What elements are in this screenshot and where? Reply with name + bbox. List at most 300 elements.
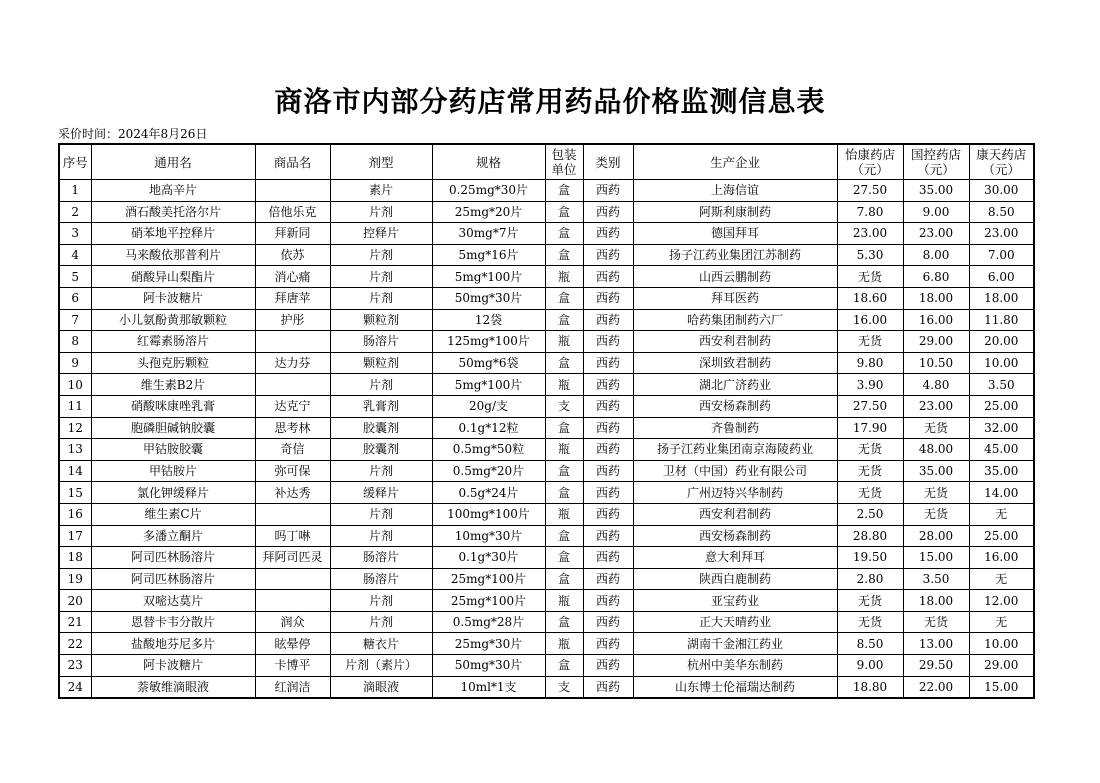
cell-category: 西药 [583, 374, 633, 396]
header-dosage-form: 剂型 [330, 144, 432, 180]
table-row [59, 676, 1034, 698]
cell-kangtian-price: 30.00 [969, 180, 1034, 202]
cell-yikang-price: 5.30 [837, 244, 903, 266]
cell-index: 17 [59, 525, 91, 547]
cell-kangtian-price: 16.00 [969, 547, 1034, 569]
cell-guokong-price: 无货 [903, 611, 969, 633]
cell-category: 西药 [583, 331, 633, 353]
header-spec: 规格 [432, 144, 545, 180]
cell-package-unit: 盒 [545, 525, 583, 547]
cell-package-unit: 盒 [545, 180, 583, 202]
cell-package-unit: 支 [545, 676, 583, 698]
cell-brand-name: 拜唐苹 [255, 287, 330, 309]
cell-spec: 0.5g*24片 [432, 482, 545, 504]
table-row [59, 482, 1034, 504]
cell-generic-name: 恩替卡韦分散片 [91, 611, 255, 633]
cell-index: 20 [59, 590, 91, 612]
cell-generic-name: 阿卡波糖片 [91, 287, 255, 309]
price-table [58, 143, 1035, 699]
cell-generic-name: 阿卡波糖片 [91, 655, 255, 677]
cell-guokong-price: 3.50 [903, 568, 969, 590]
cell-category: 西药 [583, 439, 633, 461]
cell-generic-name: 甲钴胺胶囊 [91, 439, 255, 461]
table-row [59, 331, 1034, 353]
cell-spec: 25mg*100片 [432, 568, 545, 590]
cell-kangtian-price: 25.00 [969, 525, 1034, 547]
survey-date: 采价时间：2024年8月26日 [58, 127, 208, 141]
cell-guokong-price: 22.00 [903, 676, 969, 698]
cell-manufacturer: 卫材（中国）药业有限公司 [633, 460, 837, 482]
cell-guokong-price: 18.00 [903, 590, 969, 612]
cell-brand-name: 拜阿司匹灵 [255, 547, 330, 569]
cell-category: 西药 [583, 287, 633, 309]
cell-manufacturer: 哈药集团制药六厂 [633, 309, 837, 331]
cell-yikang-price: 27.50 [837, 395, 903, 417]
table-row [59, 223, 1034, 245]
header-yikang-price: 怡康药店 （元） [837, 144, 903, 180]
table-row [59, 417, 1034, 439]
cell-index: 1 [59, 180, 91, 202]
cell-kangtian-price: 10.00 [969, 633, 1034, 655]
table-row [59, 266, 1034, 288]
cell-brand-name: 依苏 [255, 244, 330, 266]
cell-yikang-price: 9.00 [837, 655, 903, 677]
cell-generic-name: 维生素C片 [91, 503, 255, 525]
cell-spec: 0.5mg*28片 [432, 611, 545, 633]
cell-yikang-price: 无货 [837, 460, 903, 482]
table-row [59, 201, 1034, 223]
header-guokong-price: 国控药店 （元） [903, 144, 969, 180]
cell-brand-name: 补达秀 [255, 482, 330, 504]
cell-manufacturer: 西安杨森制药 [633, 525, 837, 547]
cell-generic-name: 盐酸地芬尼多片 [91, 633, 255, 655]
cell-guokong-price: 10.50 [903, 352, 969, 374]
cell-index: 15 [59, 482, 91, 504]
cell-spec: 10ml*1支 [432, 676, 545, 698]
cell-brand-name [255, 374, 330, 396]
cell-index: 19 [59, 568, 91, 590]
table-row [59, 568, 1034, 590]
cell-kangtian-price: 15.00 [969, 676, 1034, 698]
cell-guokong-price: 无货 [903, 503, 969, 525]
cell-spec: 50mg*6袋 [432, 352, 545, 374]
cell-brand-name: 眩晕停 [255, 633, 330, 655]
header-generic-name: 通用名 [91, 144, 255, 180]
cell-manufacturer: 上海信谊 [633, 180, 837, 202]
cell-brand-name: 吗丁啉 [255, 525, 330, 547]
table-row [59, 395, 1034, 417]
cell-package-unit: 瓶 [545, 331, 583, 353]
cell-guokong-price: 35.00 [903, 460, 969, 482]
cell-generic-name: 氯化钾缓释片 [91, 482, 255, 504]
cell-yikang-price: 19.50 [837, 547, 903, 569]
cell-category: 西药 [583, 633, 633, 655]
cell-generic-name: 地高辛片 [91, 180, 255, 202]
table-row [59, 633, 1034, 655]
cell-yikang-price: 16.00 [837, 309, 903, 331]
cell-package-unit: 盒 [545, 287, 583, 309]
cell-kangtian-price: 32.00 [969, 417, 1034, 439]
cell-index: 22 [59, 633, 91, 655]
cell-spec: 0.1g*30片 [432, 547, 545, 569]
cell-guokong-price: 48.00 [903, 439, 969, 461]
cell-yikang-price: 2.80 [837, 568, 903, 590]
cell-kangtian-price: 无 [969, 568, 1034, 590]
cell-yikang-price: 2.50 [837, 503, 903, 525]
cell-kangtian-price: 29.00 [969, 655, 1034, 677]
cell-category: 西药 [583, 309, 633, 331]
cell-manufacturer: 杭州中美华东制药 [633, 655, 837, 677]
cell-generic-name: 头孢克肟颗粒 [91, 352, 255, 374]
cell-dosage-form: 颗粒剂 [330, 352, 432, 374]
cell-brand-name: 护彤 [255, 309, 330, 331]
cell-package-unit: 盒 [545, 547, 583, 569]
cell-spec: 0.5mg*50粒 [432, 439, 545, 461]
cell-generic-name: 红霉素肠溶片 [91, 331, 255, 353]
cell-spec: 25mg*100片 [432, 590, 545, 612]
cell-dosage-form: 肠溶片 [330, 568, 432, 590]
cell-index: 11 [59, 395, 91, 417]
cell-dosage-form: 胶囊剂 [330, 417, 432, 439]
cell-generic-name: 萘敏维滴眼液 [91, 676, 255, 698]
cell-kangtian-price: 12.00 [969, 590, 1034, 612]
table-row [59, 525, 1034, 547]
cell-manufacturer: 意大利拜耳 [633, 547, 837, 569]
cell-category: 西药 [583, 266, 633, 288]
cell-brand-name: 达力芬 [255, 352, 330, 374]
cell-index: 9 [59, 352, 91, 374]
cell-guokong-price: 29.50 [903, 655, 969, 677]
cell-category: 西药 [583, 503, 633, 525]
table-row [59, 655, 1034, 677]
cell-brand-name [255, 590, 330, 612]
cell-spec: 50mg*30片 [432, 655, 545, 677]
cell-yikang-price: 27.50 [837, 180, 903, 202]
cell-dosage-form: 片剂 [330, 460, 432, 482]
cell-yikang-price: 9.80 [837, 352, 903, 374]
cell-dosage-form: 片剂 [330, 503, 432, 525]
cell-yikang-price: 8.50 [837, 633, 903, 655]
cell-yikang-price: 无货 [837, 331, 903, 353]
cell-kangtian-price: 14.00 [969, 482, 1034, 504]
cell-manufacturer: 扬子江药业集团南京海陵药业 [633, 439, 837, 461]
cell-guokong-price: 23.00 [903, 223, 969, 245]
cell-kangtian-price: 45.00 [969, 439, 1034, 461]
cell-yikang-price: 18.80 [837, 676, 903, 698]
cell-package-unit: 盒 [545, 223, 583, 245]
cell-kangtian-price: 7.00 [969, 244, 1034, 266]
cell-category: 西药 [583, 655, 633, 677]
cell-package-unit: 盒 [545, 460, 583, 482]
cell-dosage-form: 滴眼液 [330, 676, 432, 698]
table-row [59, 180, 1034, 202]
cell-category: 西药 [583, 568, 633, 590]
cell-package-unit: 支 [545, 395, 583, 417]
cell-category: 西药 [583, 395, 633, 417]
cell-spec: 0.5mg*20片 [432, 460, 545, 482]
cell-spec: 5mg*100片 [432, 266, 545, 288]
cell-index: 4 [59, 244, 91, 266]
cell-guokong-price: 28.00 [903, 525, 969, 547]
cell-yikang-price: 无货 [837, 482, 903, 504]
cell-yikang-price: 23.00 [837, 223, 903, 245]
cell-dosage-form: 片剂 [330, 201, 432, 223]
cell-manufacturer: 拜耳医药 [633, 287, 837, 309]
cell-package-unit: 盒 [545, 352, 583, 374]
cell-kangtian-price: 20.00 [969, 331, 1034, 353]
cell-package-unit: 瓶 [545, 633, 583, 655]
cell-yikang-price: 3.90 [837, 374, 903, 396]
header-category: 类别 [583, 144, 633, 180]
cell-index: 8 [59, 331, 91, 353]
cell-package-unit: 瓶 [545, 503, 583, 525]
cell-spec: 20g/支 [432, 395, 545, 417]
header-brand-name: 商品名 [255, 144, 330, 180]
cell-package-unit: 盒 [545, 655, 583, 677]
cell-kangtian-price: 25.00 [969, 395, 1034, 417]
cell-guokong-price: 16.00 [903, 309, 969, 331]
cell-spec: 10mg*30片 [432, 525, 545, 547]
cell-brand-name: 倍他乐克 [255, 201, 330, 223]
cell-guokong-price: 23.00 [903, 395, 969, 417]
cell-index: 24 [59, 676, 91, 698]
cell-index: 14 [59, 460, 91, 482]
cell-dosage-form: 缓释片 [330, 482, 432, 504]
cell-kangtian-price: 23.00 [969, 223, 1034, 245]
cell-guokong-price: 9.00 [903, 201, 969, 223]
cell-guokong-price: 4.80 [903, 374, 969, 396]
cell-package-unit: 盒 [545, 611, 583, 633]
cell-category: 西药 [583, 417, 633, 439]
cell-guokong-price: 15.00 [903, 547, 969, 569]
cell-category: 西药 [583, 590, 633, 612]
cell-manufacturer: 西安利君制药 [633, 331, 837, 353]
cell-package-unit: 瓶 [545, 590, 583, 612]
cell-yikang-price: 17.90 [837, 417, 903, 439]
table-body [59, 180, 1034, 699]
cell-guokong-price: 13.00 [903, 633, 969, 655]
cell-dosage-form: 乳膏剂 [330, 395, 432, 417]
header-index: 序号 [59, 144, 91, 180]
cell-generic-name: 阿司匹林肠溶片 [91, 547, 255, 569]
cell-brand-name: 拜新同 [255, 223, 330, 245]
cell-manufacturer: 陕西白鹿制药 [633, 568, 837, 590]
cell-index: 6 [59, 287, 91, 309]
cell-index: 16 [59, 503, 91, 525]
cell-brand-name: 弥可保 [255, 460, 330, 482]
cell-kangtian-price: 18.00 [969, 287, 1034, 309]
cell-yikang-price: 无货 [837, 611, 903, 633]
cell-spec: 125mg*100片 [432, 331, 545, 353]
cell-spec: 100mg*100片 [432, 503, 545, 525]
table-row [59, 547, 1034, 569]
table-row [59, 287, 1034, 309]
cell-category: 西药 [583, 223, 633, 245]
cell-category: 西药 [583, 180, 633, 202]
cell-spec: 5mg*100片 [432, 374, 545, 396]
table-row [59, 590, 1034, 612]
cell-generic-name: 维生素B2片 [91, 374, 255, 396]
cell-dosage-form: 颗粒剂 [330, 309, 432, 331]
page-title: 商洛市内部分药店常用药品价格监测信息表 [274, 85, 826, 118]
cell-dosage-form: 片剂（素片） [330, 655, 432, 677]
table-row [59, 352, 1034, 374]
cell-yikang-price: 7.80 [837, 201, 903, 223]
cell-yikang-price: 18.60 [837, 287, 903, 309]
cell-package-unit: 盒 [545, 568, 583, 590]
cell-category: 西药 [583, 676, 633, 698]
cell-package-unit: 瓶 [545, 439, 583, 461]
cell-manufacturer: 湖北广济药业 [633, 374, 837, 396]
cell-brand-name: 润众 [255, 611, 330, 633]
cell-package-unit: 瓶 [545, 266, 583, 288]
cell-guokong-price: 29.00 [903, 331, 969, 353]
cell-dosage-form: 片剂 [330, 590, 432, 612]
table-row [59, 611, 1034, 633]
cell-manufacturer: 西安杨森制药 [633, 395, 837, 417]
cell-kangtian-price: 35.00 [969, 460, 1034, 482]
cell-brand-name [255, 568, 330, 590]
cell-kangtian-price: 10.00 [969, 352, 1034, 374]
cell-dosage-form: 肠溶片 [330, 331, 432, 353]
cell-category: 西药 [583, 611, 633, 633]
cell-guokong-price: 18.00 [903, 287, 969, 309]
cell-generic-name: 双嘧达莫片 [91, 590, 255, 612]
cell-category: 西药 [583, 244, 633, 266]
cell-manufacturer: 深圳致君制药 [633, 352, 837, 374]
table-row [59, 374, 1034, 396]
cell-guokong-price: 8.00 [903, 244, 969, 266]
cell-manufacturer: 西安利君制药 [633, 503, 837, 525]
cell-index: 23 [59, 655, 91, 677]
cell-kangtian-price: 3.50 [969, 374, 1034, 396]
cell-package-unit: 盒 [545, 201, 583, 223]
cell-spec: 30mg*7片 [432, 223, 545, 245]
table-row [59, 503, 1034, 525]
cell-spec: 12袋 [432, 309, 545, 331]
cell-guokong-price: 35.00 [903, 180, 969, 202]
cell-dosage-form: 片剂 [330, 374, 432, 396]
cell-brand-name [255, 331, 330, 353]
cell-kangtian-price: 6.00 [969, 266, 1034, 288]
cell-brand-name: 红润洁 [255, 676, 330, 698]
cell-kangtian-price: 无 [969, 503, 1034, 525]
cell-package-unit: 盒 [545, 482, 583, 504]
table-row [59, 309, 1034, 331]
cell-manufacturer: 湖南千金湘江药业 [633, 633, 837, 655]
cell-spec: 25mg*20片 [432, 201, 545, 223]
cell-index: 18 [59, 547, 91, 569]
cell-generic-name: 马来酸依那普利片 [91, 244, 255, 266]
cell-yikang-price: 无货 [837, 590, 903, 612]
cell-index: 7 [59, 309, 91, 331]
table-row [59, 439, 1034, 461]
cell-yikang-price: 28.80 [837, 525, 903, 547]
cell-dosage-form: 片剂 [330, 244, 432, 266]
cell-guokong-price: 无货 [903, 482, 969, 504]
cell-generic-name: 小儿氨酚黄那敏颗粒 [91, 309, 255, 331]
cell-brand-name: 消心痛 [255, 266, 330, 288]
cell-dosage-form: 片剂 [330, 525, 432, 547]
cell-manufacturer: 德国拜耳 [633, 223, 837, 245]
cell-generic-name: 硝酸异山梨酯片 [91, 266, 255, 288]
cell-package-unit: 盒 [545, 417, 583, 439]
cell-spec: 0.1g*12粒 [432, 417, 545, 439]
cell-yikang-price: 无货 [837, 266, 903, 288]
cell-guokong-price: 6.80 [903, 266, 969, 288]
cell-manufacturer: 正大天晴药业 [633, 611, 837, 633]
cell-category: 西药 [583, 460, 633, 482]
cell-index: 10 [59, 374, 91, 396]
cell-dosage-form: 素片 [330, 180, 432, 202]
cell-manufacturer: 山西云鹏制药 [633, 266, 837, 288]
cell-index: 2 [59, 201, 91, 223]
cell-category: 西药 [583, 201, 633, 223]
cell-dosage-form: 片剂 [330, 266, 432, 288]
cell-manufacturer: 阿斯利康制药 [633, 201, 837, 223]
cell-dosage-form: 控释片 [330, 223, 432, 245]
cell-dosage-form: 胶囊剂 [330, 439, 432, 461]
table-header-row [59, 144, 1034, 180]
cell-generic-name: 硝苯地平控释片 [91, 223, 255, 245]
cell-generic-name: 阿司匹林肠溶片 [91, 568, 255, 590]
cell-dosage-form: 片剂 [330, 611, 432, 633]
table-row [59, 460, 1034, 482]
cell-index: 3 [59, 223, 91, 245]
table-row [59, 244, 1034, 266]
cell-manufacturer: 广州迈特兴华制药 [633, 482, 837, 504]
cell-package-unit: 盒 [545, 309, 583, 331]
cell-brand-name [255, 503, 330, 525]
cell-generic-name: 胞磷胆碱钠胶囊 [91, 417, 255, 439]
cell-dosage-form: 肠溶片 [330, 547, 432, 569]
cell-category: 西药 [583, 482, 633, 504]
cell-index: 21 [59, 611, 91, 633]
cell-kangtian-price: 无 [969, 611, 1034, 633]
cell-package-unit: 盒 [545, 244, 583, 266]
cell-manufacturer: 齐鲁制药 [633, 417, 837, 439]
cell-guokong-price: 无货 [903, 417, 969, 439]
cell-manufacturer: 亚宝药业 [633, 590, 837, 612]
cell-brand-name: 卡博平 [255, 655, 330, 677]
cell-index: 13 [59, 439, 91, 461]
cell-index: 12 [59, 417, 91, 439]
header-package-unit: 包装 单位 [545, 144, 583, 180]
cell-generic-name: 酒石酸美托洛尔片 [91, 201, 255, 223]
cell-brand-name [255, 180, 330, 202]
cell-category: 西药 [583, 352, 633, 374]
cell-category: 西药 [583, 525, 633, 547]
cell-generic-name: 硝酸咪康唑乳膏 [91, 395, 255, 417]
cell-brand-name: 奇信 [255, 439, 330, 461]
header-manufacturer: 生产企业 [633, 144, 837, 180]
cell-dosage-form: 糖衣片 [330, 633, 432, 655]
cell-manufacturer: 扬子江药业集团江苏制药 [633, 244, 837, 266]
cell-generic-name: 甲钴胺片 [91, 460, 255, 482]
header-kangtian-price: 康天药店 （元） [969, 144, 1034, 180]
cell-manufacturer: 山东博士伦福瑞达制药 [633, 676, 837, 698]
cell-yikang-price: 无货 [837, 439, 903, 461]
cell-package-unit: 瓶 [545, 374, 583, 396]
cell-spec: 50mg*30片 [432, 287, 545, 309]
cell-kangtian-price: 8.50 [969, 201, 1034, 223]
cell-kangtian-price: 11.80 [969, 309, 1034, 331]
cell-spec: 5mg*16片 [432, 244, 545, 266]
cell-spec: 25mg*30片 [432, 633, 545, 655]
cell-category: 西药 [583, 547, 633, 569]
cell-brand-name: 达克宁 [255, 395, 330, 417]
cell-dosage-form: 片剂 [330, 287, 432, 309]
